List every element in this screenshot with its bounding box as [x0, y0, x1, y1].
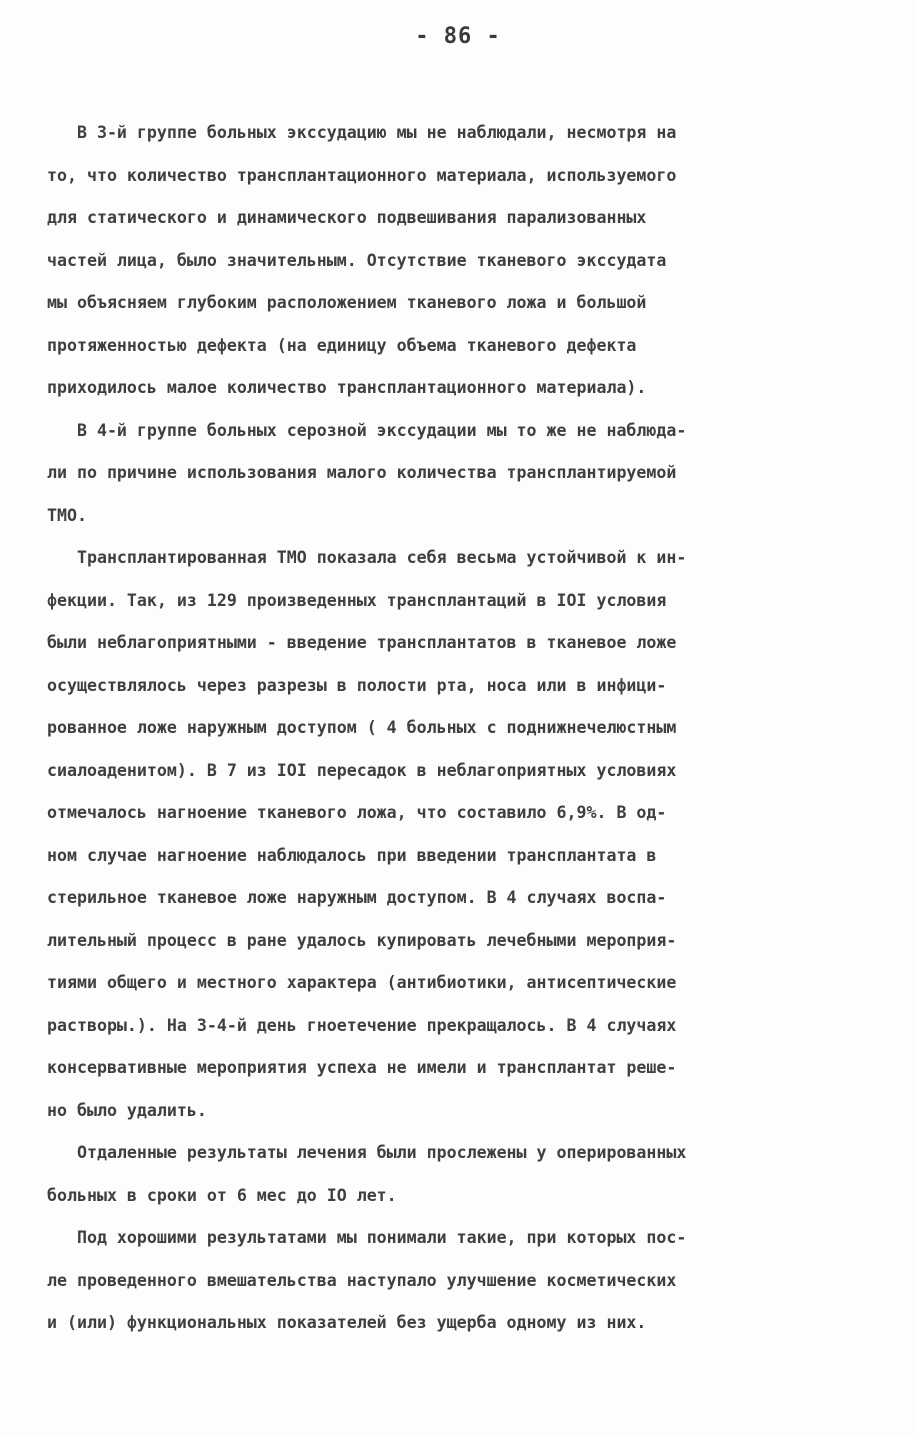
text-line: лительный процесс в ране удалось купировать лечебными мероприя-: [47, 930, 677, 950]
text-line: стерильное тканевое ложе наружным доступом. В 4 случаях воспа-: [47, 888, 667, 907]
text-line: В 4-й группе больных серозной экссудации мы то же не наблюда-: [47, 420, 687, 440]
text-line: больных в сроки от 6 мес до IO лет.: [47, 1185, 397, 1205]
text-line: растворы.). На 3-4-й день гноетечение прекращалось. В 4 случаях: [47, 1015, 677, 1035]
text-line: ТМО.: [47, 505, 87, 525]
paragraph: [47, 410, 877, 538]
text-line: осуществлялось через разрезы в полости рта, носа или в инфици-: [47, 675, 667, 695]
text-line: тиями общего и местного характера (антибиотики, антисептические: [47, 973, 677, 992]
text-line: ле проведенного вмешательства наступало улучшение косметических: [47, 1270, 677, 1290]
text-line: ном случае нагноение наблюдалось при введении трансплантата в: [47, 845, 657, 865]
text-line: были неблагоприятными - введение трансплантатов в тканевое ложе: [47, 633, 677, 652]
paragraph: [47, 537, 877, 1132]
text-line: протяженностью дефекта (на единицу объема тканевого дефекта: [47, 335, 637, 355]
text-line: приходилось малое количество трансплантационного материала).: [47, 378, 647, 397]
text-line: отмечалось нагноение тканевого ложа, что составило 6,9%. В од-: [47, 803, 667, 822]
text-line: рованное ложе наружным доступом ( 4 больных с поднижнечелюстным: [47, 718, 677, 737]
text-line: Трансплантированная ТМО показала себя весьма устойчивой к ин-: [47, 548, 687, 567]
text-line: фекции. Так, из 129 произведенных трансплантаций в IOI условия: [47, 590, 667, 610]
text-line: мы объясняем глубоким расположением тканевого ложа и большой: [47, 293, 647, 312]
text-line: Отдаленные результаты лечения были прослежены у оперированных: [47, 1143, 687, 1162]
text-line: Под хорошими результатами мы понимали такие, при которых пос-: [47, 1228, 687, 1247]
text-line: то, что количество трансплантационного материала, используемого: [47, 165, 677, 185]
text-line: ли по причине использования малого количества трансплантируемой: [47, 463, 677, 482]
page-number: - 86 -: [415, 24, 501, 49]
text-line: консервативные мероприятия успеха не имели и трансплантат реше-: [47, 1058, 677, 1077]
body-text: [47, 112, 877, 1345]
text-line: и (или) функциональных показателей без ущерба одному из них.: [47, 1313, 647, 1332]
paragraph: [47, 1217, 877, 1345]
text-line: для статического и динамического подвешивания парализованных: [47, 208, 647, 227]
text-line: В 3-й группе больных экссудацию мы не наблюдали, несмотря на: [47, 123, 677, 142]
text-line: сиалоаденитом). В 7 из IOI пересадок в неблагоприятных условиях: [47, 760, 677, 780]
paragraph: [47, 1132, 877, 1217]
text-line: частей лица, было значительным. Отсутствие тканевого экссудата: [47, 250, 667, 270]
text-line: но было удалить.: [47, 1100, 207, 1120]
paragraph: [47, 112, 877, 410]
